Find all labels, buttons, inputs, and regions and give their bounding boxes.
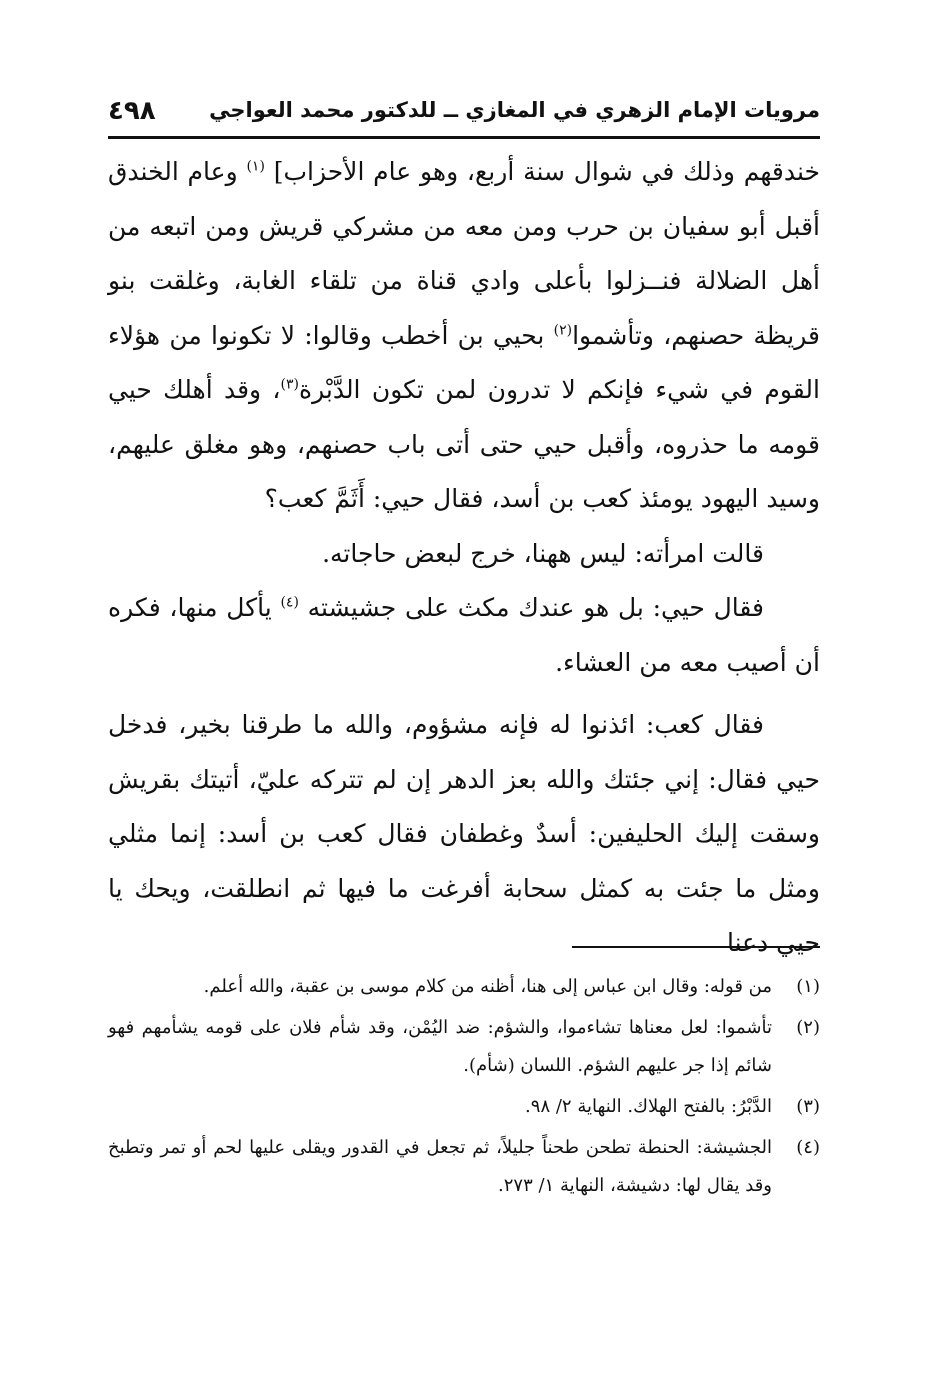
- footnote-number: (٢): [796, 1017, 820, 1038]
- footnote-number: (٣): [796, 1096, 820, 1117]
- footnote-1: [108, 968, 820, 1006]
- footnote-text: من قوله: وقال ابن عباس إلى هنا، أظنه من كلام موسى بن عقبة، والله أعلم.: [203, 976, 772, 997]
- footnote-text: تأشموا: لعل معناها تشاءموا، والشؤم: ضد اليُمْن، وقد شأم فلان على قومه يشأمهم فهو شائم إذا جر عليهم الشؤم. اللسان (شأم).: [108, 1017, 772, 1076]
- footnote-ref-2: (٢): [553, 322, 573, 339]
- footnote-4: [108, 1129, 820, 1205]
- footnote-text: الجشيشة: الحنطة تطحن طحناً جليلاً، ثم تجعل في القدور ويقلى عليها لحم أو تمر وتطبخ وقد يقال لها: دشيشة، النهاية ١/ ٢٧٣.: [108, 1137, 772, 1196]
- paragraph-3-part-b: يأكل منها، فكره أن أصيب معه من العشاء.: [108, 593, 820, 677]
- footnote-ref-4: (٤): [280, 594, 299, 611]
- footnote-text: الدَّبْرُ: بالفتح الهلاك. النهاية ٢/ ٩٨.: [525, 1096, 772, 1117]
- running-title: مرويات الإمام الزهري في المغازي ــ للدكتور محمد العواجي: [209, 98, 820, 122]
- paragraph-1-part-a: خندقهم وذلك في شوال سنة أربع، وهو عام الأحزاب]: [273, 157, 821, 186]
- page-header: [108, 96, 820, 139]
- paragraph-2: قالت امرأته: ليس ههنا، خرج لبعض حاجاته.: [322, 538, 764, 568]
- paragraph-3-part-a: فقال حيي: بل هو عندك مكث على جشيشته: [307, 593, 764, 622]
- paragraph-1-part-c: بحيي بن أخطب وقالوا: لا تكونوا من هؤلاء القوم في شيء فإنكم لا تدرون لمن تكون الدَّبْرة: [108, 320, 820, 404]
- footnote-3: [108, 1088, 820, 1126]
- footnote-number: (٤): [796, 1137, 820, 1158]
- paragraph-1-part-b: وعام الخندق أقبل أبو سفيان بن حرب ومن معه من مشركي قريش ومن اتبعه من أهل الضلالة فنــزلوا بأعلى وادي قناة من تلقاء الغابة، وغلقت بنو قريظة حصنهم، وتأشموا: [108, 157, 820, 350]
- paragraph-1: [108, 145, 820, 527]
- footnote-ref-3: (٣): [280, 376, 299, 393]
- footnote-number: (١): [796, 976, 820, 997]
- main-text: [108, 145, 820, 971]
- footnote-2: [108, 1009, 820, 1085]
- paragraph-1-part-d: ، وقد أهلك حيي قومه ما حذروه، وأقبل حيي حتى أتى باب حصنهم، وهو مغلق عليهم، وسيد اليهود يومئذ كعب بن أسد، فقال حيي: أَثَمَّ كعب؟: [108, 375, 820, 513]
- paragraph-4: فقال كعب: ائذنوا له فإنه مشؤوم، والله ما طرقنا بخير، فدخل حيي فقال: إني جئتك والله بعز الدهر إن لم تتركه عليّ، أتيتك بقريش وسقت إليك الحليفين: أسدٌ وغطفان فقال كعب بن أسد: إنما مثلي ومثل ما جئت به كمثل سحابة أفرغت ما فيها ثم انطلقت، ويحك يا حيي دعنا: [108, 710, 821, 957]
- footnote-ref-1: (١): [246, 158, 265, 175]
- page-number: ٤٩٨: [108, 96, 156, 126]
- footnote-separator: [572, 946, 820, 948]
- footnotes: [108, 968, 820, 1208]
- paragraph-3: [108, 581, 820, 690]
